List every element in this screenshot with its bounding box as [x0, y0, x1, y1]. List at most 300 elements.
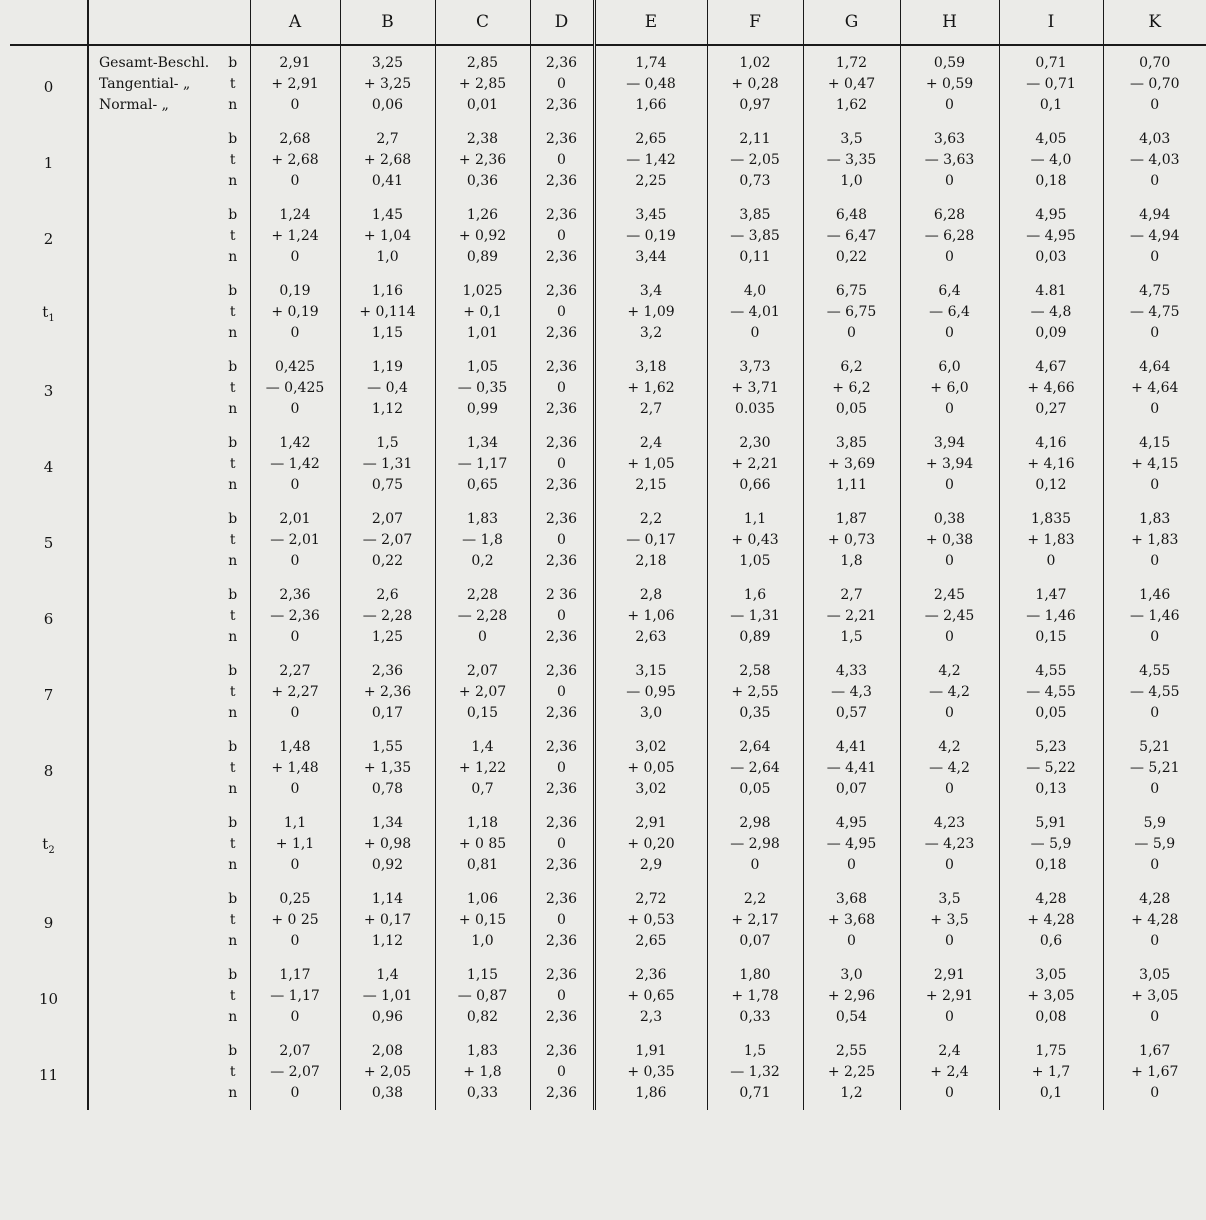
- cell-d: 0: [530, 910, 594, 931]
- cell-e: 2,7: [594, 399, 707, 426]
- cell-i: — 4,8: [999, 302, 1103, 323]
- cell-k: — 0,70: [1103, 74, 1206, 95]
- cell-a: — 1,42: [250, 454, 340, 475]
- cell-k: 1,46: [1103, 578, 1206, 606]
- row-index-label: 6: [43, 610, 54, 628]
- row-type: b: [228, 1043, 238, 1059]
- cell-g: + 2,25: [803, 1062, 900, 1083]
- cell-e: — 1,42: [594, 150, 707, 171]
- cell-b: + 1,04: [340, 226, 435, 247]
- table-row: [10, 606, 1206, 627]
- table-row: [10, 302, 1206, 323]
- cell-k: — 4,75: [1103, 302, 1206, 323]
- cell-k: 0: [1103, 475, 1206, 502]
- cell-f: 0,07: [707, 931, 803, 958]
- cell-d: 2,36: [530, 654, 594, 682]
- cell-b: 2,7: [340, 122, 435, 150]
- cell-k: 1,67: [1103, 1034, 1206, 1062]
- table-row: [10, 74, 1206, 95]
- cell-f: 2,58: [707, 654, 803, 682]
- table-row: [10, 122, 1206, 150]
- cell-a: 0: [250, 247, 340, 274]
- cell-h: 0: [900, 1083, 999, 1110]
- cell-e: 2,4: [594, 426, 707, 454]
- table-row: [10, 578, 1206, 606]
- cell-k: — 5,21: [1103, 758, 1206, 779]
- cell-f: 0,35: [707, 703, 803, 730]
- cell-e: 2,36: [594, 958, 707, 986]
- cell-a: 2,01: [250, 502, 340, 530]
- table-row: [10, 323, 1206, 350]
- cell-c: — 1,8: [435, 530, 530, 551]
- cell-b: 2,08: [340, 1034, 435, 1062]
- table-row: [10, 226, 1206, 247]
- cell-k: 0,70: [1103, 45, 1206, 74]
- row-type: t: [229, 760, 236, 776]
- cell-c: — 2,28: [435, 606, 530, 627]
- header-col-g: G: [803, 0, 900, 45]
- cell-e: 2,3: [594, 1007, 707, 1034]
- cell-i: 4,16: [999, 426, 1103, 454]
- table-row: [10, 1062, 1206, 1083]
- cell-b: 1,5: [340, 426, 435, 454]
- cell-c: 2,28: [435, 578, 530, 606]
- cell-g: 0: [803, 931, 900, 958]
- cell-i: 0,18: [999, 855, 1103, 882]
- acceleration-table: [10, 0, 1206, 1110]
- table-row: [10, 530, 1206, 551]
- cell-h: — 4,23: [900, 834, 999, 855]
- cell-h: 6,28: [900, 198, 999, 226]
- cell-d: 2,36: [530, 171, 594, 198]
- cell-f: 2,11: [707, 122, 803, 150]
- cell-g: 1,2: [803, 1083, 900, 1110]
- cell-d: 2,36: [530, 627, 594, 654]
- cell-f: 1,80: [707, 958, 803, 986]
- cell-c: + 1,22: [435, 758, 530, 779]
- cell-a: — 1,17: [250, 986, 340, 1007]
- cell-d: 0: [530, 226, 594, 247]
- cell-g: + 0,47: [803, 74, 900, 95]
- cell-c: 0,7: [435, 779, 530, 806]
- table-row: [10, 758, 1206, 779]
- row-type: b: [228, 739, 238, 755]
- cell-h: + 0,59: [900, 74, 999, 95]
- cell-k: 0: [1103, 551, 1206, 578]
- cell-d: 2,36: [530, 502, 594, 530]
- cell-k: 4,15: [1103, 426, 1206, 454]
- cell-d: 0: [530, 758, 594, 779]
- cell-e: + 0,20: [594, 834, 707, 855]
- header-col-b: B: [340, 0, 435, 45]
- cell-g: 3,5: [803, 122, 900, 150]
- cell-b: 1,4: [340, 958, 435, 986]
- cell-a: + 0 25: [250, 910, 340, 931]
- table-row: [10, 882, 1206, 910]
- cell-a: 1,1: [250, 806, 340, 834]
- cell-e: 3,0: [594, 703, 707, 730]
- cell-i: 0,1: [999, 1083, 1103, 1110]
- cell-a: 1,24: [250, 198, 340, 226]
- header-index: [10, 0, 88, 45]
- row-label: [88, 578, 216, 606]
- cell-c: + 0,15: [435, 910, 530, 931]
- row-type: t: [229, 380, 236, 396]
- header-row: [10, 0, 1206, 45]
- header-col-d: D: [530, 0, 594, 45]
- cell-g: 4,41: [803, 730, 900, 758]
- cell-b: 0,22: [340, 551, 435, 578]
- cell-e: + 1,06: [594, 606, 707, 627]
- cell-f: + 0,28: [707, 74, 803, 95]
- cell-b: + 0,114: [340, 302, 435, 323]
- cell-e: + 0,53: [594, 910, 707, 931]
- header-col-e: E: [594, 0, 707, 45]
- cell-i: + 1,83: [999, 530, 1103, 551]
- cell-b: 2,07: [340, 502, 435, 530]
- row-type: b: [228, 359, 238, 375]
- cell-i: 4,28: [999, 882, 1103, 910]
- cell-i: 1,47: [999, 578, 1103, 606]
- cell-k: 0: [1103, 323, 1206, 350]
- cell-f: — 1,31: [707, 606, 803, 627]
- cell-a: 0,25: [250, 882, 340, 910]
- cell-k: 0: [1103, 1007, 1206, 1034]
- cell-a: + 0,19: [250, 302, 340, 323]
- cell-b: 0,78: [340, 779, 435, 806]
- cell-e: 2,8: [594, 578, 707, 606]
- cell-i: 5,91: [999, 806, 1103, 834]
- cell-c: 0,33: [435, 1083, 530, 1110]
- cell-h: 2,91: [900, 958, 999, 986]
- cell-b: 0,17: [340, 703, 435, 730]
- cell-g: 2,7: [803, 578, 900, 606]
- row-label: [88, 454, 216, 475]
- cell-g: — 4,41: [803, 758, 900, 779]
- cell-i: 0,09: [999, 323, 1103, 350]
- cell-c: 1,34: [435, 426, 530, 454]
- cell-i: — 5,9: [999, 834, 1103, 855]
- table-row: [10, 502, 1206, 530]
- cell-f: 3,73: [707, 350, 803, 378]
- table-row: [10, 274, 1206, 302]
- row-label: [88, 627, 216, 654]
- cell-g: + 3,69: [803, 454, 900, 475]
- cell-d: 0: [530, 74, 594, 95]
- row-index-label: 4: [43, 458, 54, 476]
- cell-h: 0: [900, 703, 999, 730]
- cell-e: — 0,19: [594, 226, 707, 247]
- row-label: [88, 730, 216, 758]
- cell-h: 0: [900, 247, 999, 274]
- table-row: [10, 45, 1206, 74]
- cell-h: + 3,5: [900, 910, 999, 931]
- cell-i: — 4,95: [999, 226, 1103, 247]
- row-label: [88, 834, 216, 855]
- cell-k: 5,9: [1103, 806, 1206, 834]
- cell-h: + 3,94: [900, 454, 999, 475]
- cell-e: 2,72: [594, 882, 707, 910]
- cell-c: 0,65: [435, 475, 530, 502]
- table-body: [10, 45, 1206, 1110]
- cell-f: 1,05: [707, 551, 803, 578]
- table-row: [10, 1034, 1206, 1062]
- row-index-label: 8: [43, 762, 54, 780]
- cell-a: 0: [250, 703, 340, 730]
- cell-d: 2,36: [530, 703, 594, 730]
- cell-f: 2,30: [707, 426, 803, 454]
- table-row: [10, 95, 1206, 122]
- cell-c: 0: [435, 627, 530, 654]
- cell-b: 0,96: [340, 1007, 435, 1034]
- cell-c: 0,81: [435, 855, 530, 882]
- cell-f: 0,11: [707, 247, 803, 274]
- cell-i: + 1,7: [999, 1062, 1103, 1083]
- cell-e: 2,63: [594, 627, 707, 654]
- cell-c: + 1,8: [435, 1062, 530, 1083]
- header-col-c: C: [435, 0, 530, 45]
- cell-c: + 2,85: [435, 74, 530, 95]
- cell-b: + 2,36: [340, 682, 435, 703]
- cell-f: + 0,43: [707, 530, 803, 551]
- cell-k: + 1,83: [1103, 530, 1206, 551]
- cell-c: — 0,87: [435, 986, 530, 1007]
- cell-k: 0: [1103, 247, 1206, 274]
- row-index: [10, 882, 88, 958]
- cell-g: 1,0: [803, 171, 900, 198]
- cell-f: 0,89: [707, 627, 803, 654]
- cell-d: 0: [530, 986, 594, 1007]
- cell-c: 1,83: [435, 502, 530, 530]
- cell-e: 2,91: [594, 806, 707, 834]
- cell-h: 0: [900, 779, 999, 806]
- row-type: b: [228, 207, 238, 223]
- row-label: [88, 758, 216, 779]
- row-index-label: t: [42, 303, 49, 321]
- row-type: t: [229, 152, 236, 168]
- cell-e: + 1,09: [594, 302, 707, 323]
- row-index-subscript: 2: [48, 845, 55, 856]
- cell-c: 1,26: [435, 198, 530, 226]
- cell-k: 3,05: [1103, 958, 1206, 986]
- cell-b: 2,36: [340, 654, 435, 682]
- cell-i: — 0,71: [999, 74, 1103, 95]
- cell-f: 0,97: [707, 95, 803, 122]
- cell-e: 3,44: [594, 247, 707, 274]
- cell-a: 0: [250, 551, 340, 578]
- cell-d: 2,36: [530, 122, 594, 150]
- cell-h: 0,38: [900, 502, 999, 530]
- cell-k: 0: [1103, 399, 1206, 426]
- cell-f: — 3,85: [707, 226, 803, 247]
- cell-b: — 2,07: [340, 530, 435, 551]
- cell-e: 3,02: [594, 730, 707, 758]
- cell-a: + 1,48: [250, 758, 340, 779]
- table-row: [10, 247, 1206, 274]
- row-type: b: [228, 511, 238, 527]
- cell-i: + 3,05: [999, 986, 1103, 1007]
- cell-d: 2,36: [530, 1083, 594, 1110]
- cell-g: 6,48: [803, 198, 900, 226]
- cell-h: — 2,45: [900, 606, 999, 627]
- cell-b: + 3,25: [340, 74, 435, 95]
- cell-g: 3,0: [803, 958, 900, 986]
- row-label: [88, 502, 216, 530]
- row-label: [88, 958, 216, 986]
- row-type: n: [228, 857, 238, 873]
- cell-k: 1,83: [1103, 502, 1206, 530]
- cell-b: 1,25: [340, 627, 435, 654]
- cell-i: 0,27: [999, 399, 1103, 426]
- cell-g: 0,54: [803, 1007, 900, 1034]
- cell-g: — 4,95: [803, 834, 900, 855]
- cell-i: — 5,22: [999, 758, 1103, 779]
- cell-e: + 1,05: [594, 454, 707, 475]
- row-index: [10, 1034, 88, 1110]
- cell-c: 1,06: [435, 882, 530, 910]
- table-row: [10, 682, 1206, 703]
- cell-a: + 2,27: [250, 682, 340, 703]
- row-index-label: t: [42, 835, 49, 853]
- cell-f: 2,98: [707, 806, 803, 834]
- cell-b: — 1,31: [340, 454, 435, 475]
- cell-h: + 2,4: [900, 1062, 999, 1083]
- row-label: Tangential- „: [88, 74, 216, 95]
- cell-g: 1,87: [803, 502, 900, 530]
- cell-a: 0: [250, 779, 340, 806]
- cell-h: + 6,0: [900, 378, 999, 399]
- cell-h: 0: [900, 551, 999, 578]
- row-label: [88, 855, 216, 882]
- row-label: [88, 399, 216, 426]
- table-row: [10, 171, 1206, 198]
- cell-b: — 0,4: [340, 378, 435, 399]
- cell-a: 0: [250, 1007, 340, 1034]
- cell-f: 0: [707, 323, 803, 350]
- cell-g: 3,85: [803, 426, 900, 454]
- row-label: [88, 378, 216, 399]
- cell-g: 4,95: [803, 806, 900, 834]
- table-row: [10, 779, 1206, 806]
- cell-k: — 4,94: [1103, 226, 1206, 247]
- row-index: [10, 502, 88, 578]
- cell-c: 1,83: [435, 1034, 530, 1062]
- cell-k: 4,64: [1103, 350, 1206, 378]
- row-label: [88, 551, 216, 578]
- table-row: [10, 703, 1206, 730]
- cell-b: + 0,98: [340, 834, 435, 855]
- table-row: [10, 150, 1206, 171]
- cell-g: — 6,75: [803, 302, 900, 323]
- cell-d: 2,36: [530, 855, 594, 882]
- cell-k: — 4,03: [1103, 150, 1206, 171]
- cell-c: — 0,35: [435, 378, 530, 399]
- row-index: [10, 45, 88, 122]
- cell-d: 0: [530, 606, 594, 627]
- cell-i: — 4,0: [999, 150, 1103, 171]
- cell-i: 0,1: [999, 95, 1103, 122]
- cell-b: 1,34: [340, 806, 435, 834]
- cell-k: 4,55: [1103, 654, 1206, 682]
- row-label: [88, 682, 216, 703]
- row-type: t: [229, 228, 236, 244]
- cell-c: 2,85: [435, 45, 530, 74]
- row-index: [10, 730, 88, 806]
- row-label: [88, 247, 216, 274]
- cell-c: + 0,1: [435, 302, 530, 323]
- table-row: [10, 806, 1206, 834]
- row-type: n: [228, 705, 238, 721]
- cell-g: — 2,21: [803, 606, 900, 627]
- cell-a: 0: [250, 323, 340, 350]
- cell-i: 1,835: [999, 502, 1103, 530]
- cell-g: + 0,73: [803, 530, 900, 551]
- cell-c: + 0 85: [435, 834, 530, 855]
- cell-i: 1,75: [999, 1034, 1103, 1062]
- cell-c: 0,01: [435, 95, 530, 122]
- cell-d: 0: [530, 150, 594, 171]
- cell-i: + 4,28: [999, 910, 1103, 931]
- cell-f: 0,33: [707, 1007, 803, 1034]
- cell-i: 0,12: [999, 475, 1103, 502]
- row-type: b: [228, 131, 238, 147]
- cell-i: 4.81: [999, 274, 1103, 302]
- cell-c: 0,36: [435, 171, 530, 198]
- row-label: [88, 606, 216, 627]
- cell-c: 2,38: [435, 122, 530, 150]
- cell-i: 0,03: [999, 247, 1103, 274]
- row-label: [88, 931, 216, 958]
- table-row: [10, 730, 1206, 758]
- row-type: b: [228, 435, 238, 451]
- cell-f: 2,64: [707, 730, 803, 758]
- cell-g: 1,11: [803, 475, 900, 502]
- cell-c: 1,18: [435, 806, 530, 834]
- header-col-k: K: [1103, 0, 1206, 45]
- cell-g: 1,72: [803, 45, 900, 74]
- cell-k: + 4,64: [1103, 378, 1206, 399]
- cell-f: — 1,32: [707, 1062, 803, 1083]
- row-index-label: 2: [43, 230, 54, 248]
- cell-c: 1,05: [435, 350, 530, 378]
- cell-a: 2,27: [250, 654, 340, 682]
- cell-f: + 2,17: [707, 910, 803, 931]
- cell-g: + 6,2: [803, 378, 900, 399]
- row-index-label: 7: [43, 686, 54, 704]
- row-type: b: [228, 815, 238, 831]
- cell-i: + 4,16: [999, 454, 1103, 475]
- cell-d: 2,36: [530, 426, 594, 454]
- cell-f: — 2,64: [707, 758, 803, 779]
- header-label: [88, 0, 250, 45]
- cell-e: 3,2: [594, 323, 707, 350]
- cell-d: 2,36: [530, 323, 594, 350]
- cell-h: 4,23: [900, 806, 999, 834]
- cell-f: 0.035: [707, 399, 803, 426]
- cell-f: — 2,98: [707, 834, 803, 855]
- row-type: b: [228, 283, 238, 299]
- cell-a: 1,17: [250, 958, 340, 986]
- row-label: [88, 1083, 216, 1110]
- cell-b: 1,19: [340, 350, 435, 378]
- cell-k: — 5,9: [1103, 834, 1206, 855]
- row-label: Normal- „: [88, 95, 216, 122]
- row-type: n: [228, 401, 238, 417]
- row-type: t: [229, 1064, 236, 1080]
- cell-h: 0: [900, 323, 999, 350]
- cell-k: 0: [1103, 931, 1206, 958]
- cell-g: 0: [803, 855, 900, 882]
